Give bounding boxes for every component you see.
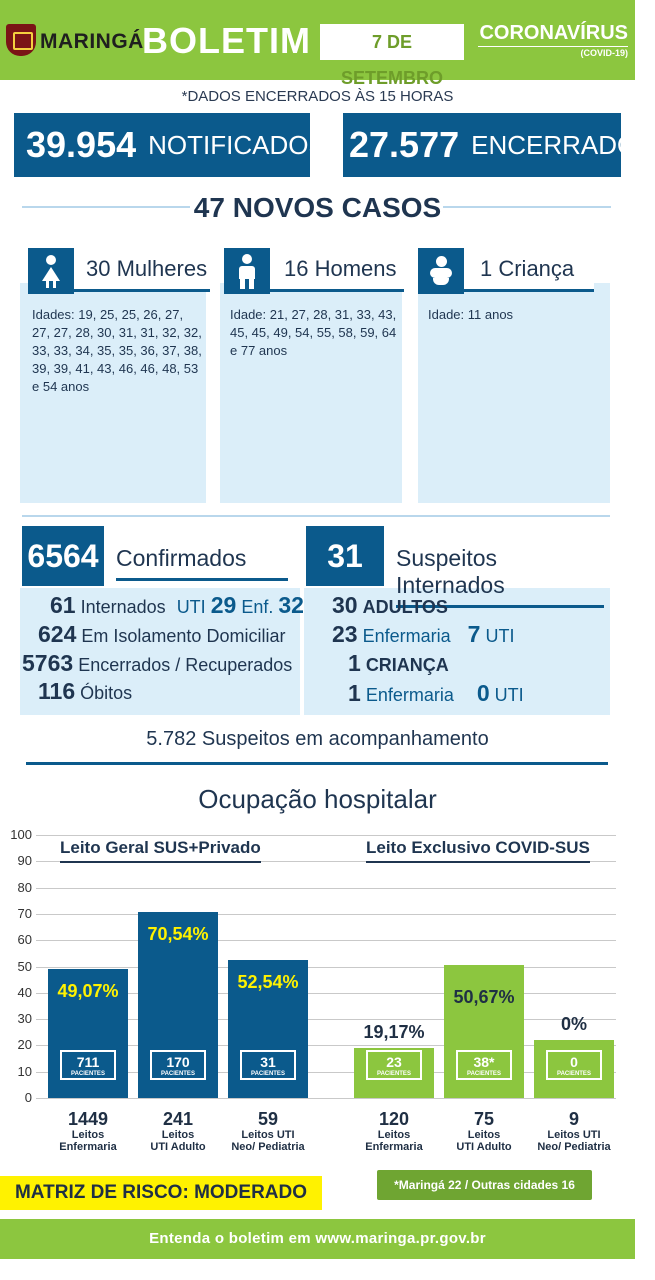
patients-badge (60, 1050, 116, 1080)
suspects-value: 31 (306, 526, 384, 586)
category-text: UTI Adulto (456, 1141, 512, 1153)
topic-title: CORONAVÍRUS (479, 22, 628, 44)
grid-line (36, 1098, 616, 1099)
man-icon (224, 248, 270, 294)
recovered-row (22, 650, 292, 677)
suspects-monitoring: 5.782 Suspeitos em acompanhamento (146, 728, 489, 750)
deaths-value: 116 (38, 678, 76, 704)
patients-count: 170 (166, 1054, 190, 1070)
category-text: Leitos (161, 1129, 195, 1141)
adults-label: ADULTOS (362, 597, 448, 617)
beds-count: 75 (473, 1109, 495, 1129)
patients-count: 23 (386, 1054, 402, 1070)
new-cases-heading: 47 NOVOS CASOS (193, 192, 442, 223)
notificados-label: NOTIFICADOS (148, 129, 326, 160)
beds-count: 1449 (67, 1109, 109, 1129)
ward-label: Enf. (241, 597, 274, 617)
category-text: Leitos (377, 1129, 411, 1141)
topic-subtitle: (COVID-19) (478, 46, 628, 58)
patients-label: PACIENTES (467, 1071, 501, 1077)
child-label: CRIANÇA (365, 655, 449, 675)
grid-line (36, 888, 616, 889)
category-text: Neo/ Pediatria (231, 1141, 305, 1153)
patients-count: 0 (570, 1054, 578, 1070)
notificados-box (14, 113, 326, 177)
child-icu-label: UTI (494, 685, 524, 705)
header-banner (0, 0, 635, 88)
patients-count: 31 (260, 1054, 276, 1070)
adults-value: 30 (332, 592, 358, 618)
encerrados-box (343, 113, 655, 177)
category-label (128, 1110, 228, 1153)
y-tick-label: 40 (17, 984, 32, 1000)
encerrados-value: 27.577 (349, 124, 460, 165)
patients-count: 711 (76, 1054, 100, 1070)
data-label: 50,67% (453, 986, 515, 1007)
data-label: 49,07% (57, 980, 119, 1001)
chart-title-general: Leito Geral SUS+Privado (60, 838, 261, 863)
men-ages: Idade: 21, 27, 28, 31, 33, 43, 45, 45, 49, 54, 55, 58, 59, 64 e 77 anos (230, 307, 397, 358)
confirmed-label: Confirmados (116, 545, 288, 581)
category-text: Neo/ Pediatria (537, 1141, 611, 1153)
y-tick-label: 100 (10, 827, 32, 842)
notificados-value: 39.954 (26, 124, 137, 165)
patients-label: PACIENTES (377, 1071, 411, 1077)
category-text: Enfermaria (59, 1141, 117, 1153)
icu-label: UTI (176, 597, 206, 617)
suspects-label: Suspeitos Internados (396, 545, 604, 608)
child-split-row (348, 680, 524, 707)
category-text: Enfermaria (365, 1141, 423, 1153)
data-label: 0% (560, 1014, 587, 1035)
patients-badge (456, 1050, 512, 1080)
patients-badge (150, 1050, 206, 1080)
patients-badge (240, 1050, 296, 1080)
data-label: 52,54% (237, 971, 299, 992)
child-ward-value: 1 (348, 680, 361, 706)
adults-row (332, 592, 448, 619)
child-ward-label: Enfermaria (365, 685, 454, 705)
baby-icon (418, 248, 464, 294)
divider-line (22, 515, 610, 517)
hospitalized-label: Internados (80, 597, 166, 617)
adults-ward-value: 23 (332, 621, 358, 647)
grid-line (36, 967, 616, 968)
beds-count: 9 (568, 1109, 579, 1129)
chart-title-covid: Leito Exclusivo COVID-SUS (366, 838, 590, 863)
y-tick-label: 20 (17, 1037, 32, 1053)
city-name: MARINGÁ (40, 30, 144, 53)
icu-value: 29 (210, 592, 237, 618)
patients-label: PACIENTES (557, 1071, 591, 1077)
icu-origin-note: *Maringá 22 / Outras cidades 16 (377, 1170, 592, 1200)
encerrados-label: ENCERRADOS (471, 129, 655, 160)
recovered-value: 5763 (22, 650, 74, 676)
adults-icu-value: 7 (467, 621, 481, 647)
bulletin-date: 7 DE SETEMBRO (320, 24, 464, 60)
patients-label: PACIENTES (161, 1071, 195, 1077)
isolation-label: Em Isolamento Domiciliar (81, 626, 286, 646)
footer-banner: Entenda o boletim em www.maringa.pr.gov.br (0, 1219, 635, 1259)
hospitalized-row (50, 592, 304, 619)
y-tick-label: 50 (17, 958, 32, 974)
ward-value: 32 (278, 592, 304, 618)
beds-count: 59 (257, 1109, 279, 1129)
data-label: 70,54% (147, 924, 209, 945)
grid-line (36, 835, 616, 836)
category-text: UTI Adulto (150, 1141, 206, 1153)
y-tick-label: 80 (17, 879, 32, 895)
category-label (434, 1110, 534, 1153)
category-label (344, 1110, 444, 1153)
category-text: Leitos UTI (241, 1129, 295, 1141)
recovered-label: Encerrados / Recuperados (78, 655, 293, 675)
men-title: 16 Homens (284, 256, 397, 281)
adults-icu-label: UTI (485, 626, 515, 646)
chart-heading: Ocupação hospitalar (198, 784, 437, 814)
hospitalized-value: 61 (50, 592, 76, 618)
category-text: Leitos (71, 1129, 105, 1141)
deaths-row (38, 678, 132, 705)
data-label: 19,17% (363, 1021, 425, 1042)
women-ages: Idades: 19, 25, 25, 26, 27, 27, 27, 28, 30, 31, 31, 32, 32, 33, 33, 34, 35, 35, 36, 37, 38, 39, 39, 41, 43, 46, 46, 48, 53 e 54 anos (32, 307, 202, 394)
city-crest-icon (6, 24, 36, 56)
category-label (38, 1110, 138, 1153)
bulletin-title: BOLETIM (142, 20, 311, 61)
adults-ward-label: Enfermaria (362, 626, 451, 646)
child-icu-value: 0 (476, 680, 490, 706)
child-value: 1 (348, 650, 361, 676)
confirmed-value: 6564 (22, 526, 104, 586)
data-cutoff-note: *DADOS ENCERRADOS ÀS 15 HORAS (181, 88, 454, 105)
child-ages: Idade: 11 anos (428, 307, 514, 322)
y-tick-label: 70 (17, 905, 32, 921)
category-label (524, 1110, 624, 1153)
deaths-label: Óbitos (80, 683, 133, 703)
child-title: 1 Criança (480, 256, 575, 281)
grid-line (36, 940, 616, 941)
isolation-value: 624 (38, 621, 77, 647)
y-tick-label: 30 (17, 1011, 32, 1027)
adults-split-row (332, 621, 514, 648)
category-text: Leitos UTI (547, 1129, 601, 1141)
beds-count: 120 (378, 1109, 410, 1129)
y-tick-label: 90 (17, 853, 32, 869)
beds-count: 241 (162, 1109, 194, 1129)
y-tick-label: 10 (17, 1063, 32, 1079)
divider-line (26, 762, 608, 765)
woman-icon (28, 248, 74, 294)
grid-line (36, 914, 616, 915)
y-tick-label: 60 (17, 932, 32, 948)
patients-badge (366, 1050, 422, 1080)
isolation-row (38, 621, 285, 648)
category-text: Leitos (467, 1129, 501, 1141)
patients-label: PACIENTES (251, 1071, 285, 1077)
risk-matrix-banner: MATRIZ DE RISCO: MODERADO (0, 1176, 322, 1210)
patients-badge (546, 1050, 602, 1080)
child-row (348, 650, 449, 677)
y-tick-label: 0 (24, 1090, 32, 1105)
patients-count: 38* (473, 1054, 495, 1070)
category-label (218, 1110, 318, 1153)
women-title: 30 Mulheres (86, 256, 208, 281)
patients-label: PACIENTES (71, 1071, 105, 1077)
